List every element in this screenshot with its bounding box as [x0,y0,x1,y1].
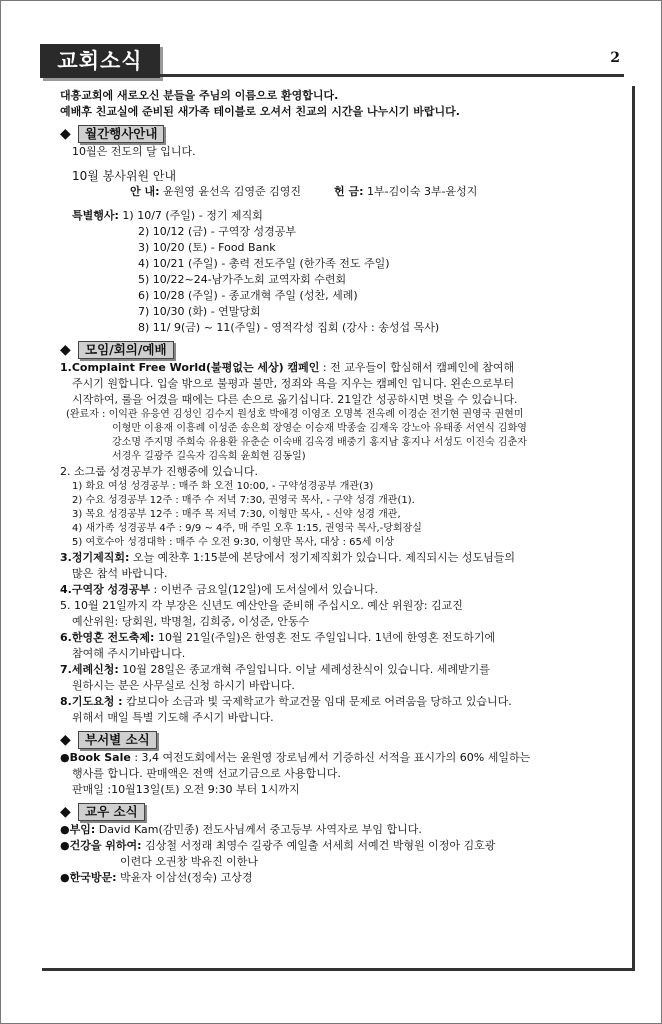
item-text: : 이번주 금요일(12일)에 도서실에서 있습니다. [153,583,378,596]
item-text: 김상철 서정래 최영수 길광주 예일출 서세희 서예건 박형원 이정아 김호광 [145,839,496,852]
study-line: 5) 여호수아 성경대학 : 매주 수 오전 9:30, 이형만 목사, 대상 : 65세 이상 [72,537,395,548]
item-title: 6.한영혼 전도축제: [60,631,155,644]
section-members [60,802,626,822]
item-title: ●Book Sale [60,751,131,764]
offering-label: 헌 금: [334,185,364,198]
completed-list: 강소명 주지명 주희숙 유용환 유춘순 이숙배 김옥경 배중기 홍지남 홍지나 서성도 이진숙 김춘자 [112,437,527,448]
item-text: 캄보디아 소금과 빛 국제학교가 학교건물 임대 문제로 어려움을 당하고 있습니다. [126,695,512,708]
item-title: 7.세례신청: [60,663,119,676]
special-event: 1) 10/7 (주일) - 정기 제직회 [122,209,263,222]
item-text: 이련다 오권창 박유진 이한나 [120,855,259,868]
meeting-item-4 [60,582,626,598]
item-text: 위해서 매일 특별 기도해 주시기 바랍니다. [72,711,274,724]
appoint-item [60,822,626,838]
volunteer-line [60,184,626,200]
diamond-icon: ◆ [60,804,71,820]
section-departments [60,730,626,750]
intro-line: 대흥교회에 새로오신 분들을 주님의 이름으로 환영합니다. [60,89,339,102]
booksale-item [60,750,626,766]
study-line: 2) 수요 성경공부 12주 : 매주 수 저녁 7:30, 권영국 목사, - 구약 성경 개관(1). [72,495,415,506]
item-title: 4.구역장 성경공부 [60,583,151,596]
item-title: 1.Complaint Free World(불평없는 세상) 캠페인 [60,361,320,374]
section-monthly [60,124,626,144]
section-heading: 교우 소식 [78,803,145,821]
item-text: 주시기 원합니다. 입술 밖으로 불평과 불만, 정죄와 욕을 지우는 캠페인 입니다. 왼손으로부터 [72,377,515,390]
meeting-item-2: 2. 소그룹 성경공부가 진행중에 있습니다. [60,465,258,478]
usher-names: 윤원영 윤선옥 김영준 김영진 [162,185,301,198]
usher-label: 안 내: [130,185,160,198]
section-heading: 모임/회의/예배 [78,341,174,359]
section-meetings [60,340,626,360]
diamond-icon: ◆ [60,732,71,748]
page-number: 2 [610,50,620,66]
special-event-row [60,208,626,224]
item-text: : 3,4 여전도회에서는 윤원영 장로님께서 기증하신 서적을 표시가의 60% 세일하는 [134,751,531,764]
item-text: 10월 21일(주일)은 한영혼 전도 주일입니다. 1년에 한영혼 전도하기에 [157,631,496,644]
content-body [60,88,626,886]
item-text: 원하시는 분은 사무실로 신청 하시기 바랍니다. [72,679,295,692]
page-title: 교회소식 [40,44,160,78]
section-heading: 월간행사안내 [78,125,164,143]
item-text: 행사를 합니다. 판매액은 전액 선교기금으로 사용합니다. [72,767,341,780]
study-line: 1) 화요 여성 성경공부 : 매주 화 오전 10:00, - 구약성경공부 개관(3) [72,481,374,492]
special-event: 7) 10/30 (화) - 연말당회 [138,305,261,318]
meeting-item-5: 5. 10월 21일까지 각 부장은 신년도 예산안을 준비해 주십시오. 예산 위원장: 김교진 [60,599,463,612]
completed-list: 이형만 이용재 이흥례 이성준 송은희 장영순 이승재 박종술 김재욱 강노아 유태종 서연식 김화영 [112,423,527,434]
item-text: 판매일 :10월13일(토) 오전 9:30 부터 1시까지 [72,783,300,796]
meeting-item-3 [60,550,626,566]
special-label: 특별행사: [72,209,119,222]
study-line: 3) 목요 성경공부 12주 : 매주 목 저녁 7:30, 이형만 목사, - 신약 성경 개관, [72,509,401,520]
intro-line: 예배후 친교실에 준비된 새가족 테이블로 오셔서 친교의 시간을 나누시기 바랍니다. [60,105,460,118]
item-text: 예산위원: 당회원, 박명철, 김희중, 이성준, 안동수 [72,615,310,628]
study-line: 4) 새가족 성경공부 4주 : 9/9 ~ 4주, 매 주일 오후 1:15, 권영국 목사,-당회잠실 [72,523,422,534]
item-title: ●건강을 위하여: [60,839,142,852]
special-event: 6) 10/28 (주일) - 종교개혁 주일 (성찬, 세례) [138,289,358,302]
diamond-icon: ◆ [60,126,71,142]
item-title: 8.기도요청 : [60,695,123,708]
item-text: 오늘 예찬후 1:15분에 본당에서 정기제직회가 있습니다. 제직되시는 성도님들의 [132,551,515,564]
offering-names: 1부-김이숙 3부-윤성지 [366,185,478,198]
health-item [60,838,626,854]
item-text: 많은 참석 바랍니다. [72,567,168,580]
page-header [40,44,624,80]
item-title: ●부임: [60,823,96,836]
item-title: ●한국방문: [60,871,117,884]
section-heading: 부서별 소식 [78,731,157,749]
meeting-item-1 [60,360,626,376]
completed-list: 서경우 길광주 길옥자 김옥희 윤희현 김동일) [112,451,306,462]
header-rule [160,74,624,77]
special-event: 3) 10/20 (토) - Food Bank [138,241,276,254]
item-text: 박윤자 이삼선(정숙) 고상경 [120,871,253,884]
meeting-item-7 [60,662,626,678]
volunteer-title: 10월 봉사위원 안내 [72,169,177,183]
completed-list: (완료자 : 이익관 유응연 김성인 김수지 원성호 박애경 이영조 오명복 전옥례 이경순 전기현 권영국 권현미 [66,409,524,420]
item-text: 10월 28일은 종교개혁 주일입니다. 이날 세례성찬식이 있습니다. 세례받기를 [122,663,490,676]
special-event: 8) 11/ 9(금) ~ 11(주일) - 영적각성 집회 (강사 : 송성섭 목사) [138,321,440,334]
meeting-item-8 [60,694,626,710]
meeting-item-6 [60,630,626,646]
special-event: 5) 10/22~24-남가주노회 교역자회 수련회 [138,273,347,286]
monthly-theme: 10월은 전도의 달 입니다. [72,145,196,158]
content-frame [42,86,635,971]
special-event: 2) 10/12 (금) - 구역장 성경공부 [138,225,297,238]
item-text: : 전 교우들이 합심해서 캠페인에 참여해 [322,361,515,374]
diamond-icon: ◆ [60,342,71,358]
item-title: 3.정기제직회: [60,551,130,564]
item-text: 참여해 주시기바랍니다. [72,647,186,660]
special-event: 4) 10/21 (주일) - 총력 전도주일 (한가족 전도 주일) [138,257,390,270]
item-text: David Kam(감민종) 전도사님께서 중고등부 사역자로 부임 합니다. [98,823,422,836]
visit-item [60,870,626,886]
item-text: 시작하여, 룰을 어겼을 때에는 다른 손으로 옮기십니다. 21일간 성공하시면 벗을 수 있습니다. [72,393,518,406]
